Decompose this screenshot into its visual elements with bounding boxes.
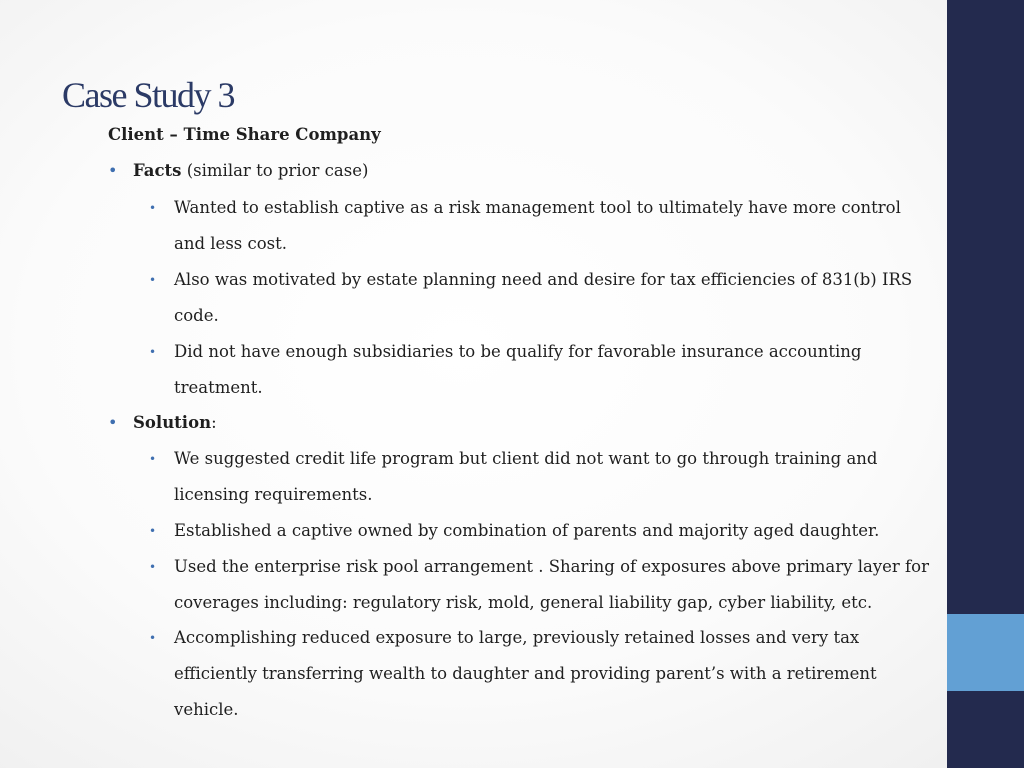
- solution-label: Solution: [133, 413, 212, 432]
- solution-item: [149, 441, 934, 513]
- bullet-icon: •: [149, 345, 157, 359]
- solution-item-text: We suggested credit life program but client did not want to go through training and licensing requirements.: [174, 449, 878, 504]
- solution-item-text: Established a captive owned by combination of parents and majority aged daughter.: [174, 521, 880, 540]
- solution-bullet: [108, 413, 217, 432]
- facts-note: (similar to prior case): [181, 161, 369, 180]
- sidebar-accent-block: [947, 614, 1024, 691]
- solution-item-text: Accomplishing reduced exposure to large, previously retained losses and very tax efficiently transferring wealth to daughter and providing parent’s with a retirement vehicle.: [174, 628, 877, 719]
- bullet-icon: •: [108, 161, 118, 180]
- solution-item: [149, 620, 934, 728]
- client-line: Client – Time Share Company: [108, 125, 381, 144]
- facts-label: Facts: [133, 161, 182, 180]
- solution-item-text: Used the enterprise risk pool arrangement . Sharing of exposures above primary layer for coverages including: regulatory risk, mold, general liability gap, cyber liability, etc.: [174, 557, 929, 612]
- bullet-icon: •: [149, 631, 157, 645]
- bullet-icon: •: [149, 560, 157, 574]
- facts-item-text: Wanted to establish captive as a risk management tool to ultimately have more control and less cost.: [174, 198, 901, 253]
- facts-item: [149, 262, 934, 334]
- solution-suffix: :: [211, 413, 217, 432]
- solution-item: [149, 549, 934, 621]
- facts-item: [149, 334, 934, 406]
- solution-item: [149, 513, 934, 549]
- facts-item-text: Also was motivated by estate planning need and desire for tax efficiencies of 831(b) IRS code.: [174, 270, 913, 325]
- facts-item: [149, 190, 934, 262]
- slide-title: Case Study 3: [62, 75, 235, 115]
- bullet-icon: •: [149, 452, 157, 466]
- bullet-icon: •: [149, 524, 157, 538]
- facts-bullet: [108, 161, 369, 180]
- facts-item-text: Did not have enough subsidiaries to be qualify for favorable insurance accounting treatment.: [174, 342, 862, 397]
- bullet-icon: •: [108, 413, 118, 432]
- bullet-icon: •: [149, 201, 157, 215]
- bullet-icon: •: [149, 273, 157, 287]
